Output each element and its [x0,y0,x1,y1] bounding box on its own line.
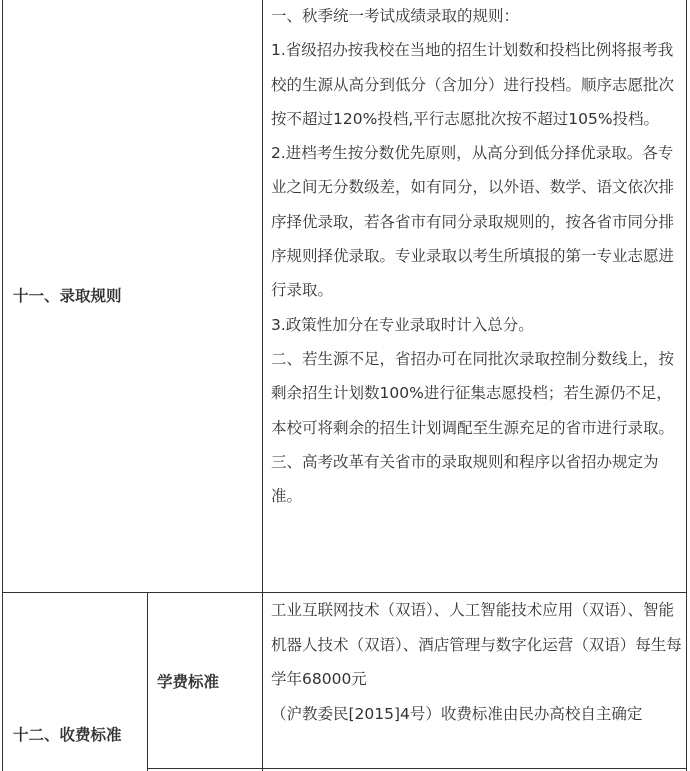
sub-label-tuition: 学费标准 [157,673,220,691]
admission-rules-content [271,0,685,513]
row-label-admission-rules: 十一、录取规则 [13,287,122,305]
column-divider [262,0,263,771]
paragraph: 2.进档考生按分数优先原则，从高分到低分择优录取。各专业之间无分数级差，如有同分，以外语、数学、语文依次排序择优录取，若各省市有同分录取规则的，按各省市同分排序规则择优录取。专业录取以考生所填报的第一专业志愿进行录取。 [271,144,675,300]
paragraph: 3.政策性加分在专业录取时计入总分。 [271,315,534,334]
paragraph: 1.省级招办按我校在当地的招生计划数和投档比例将报考我校的生源从高分到低分（含加分）进行投档。顺序志愿批次按不超过120%投档,平行志愿批次按不超过105%投档。 [271,41,675,128]
tuition-content [271,593,685,731]
paragraph: 二、若生源不足，省招办可在同批次录取控制分数线上，按剩余招生计划数100%进行征集志愿投档；若生源仍不足，本校可将剩余的招生计划调配至生源充足的省市进行录取。 [271,349,675,437]
paragraph: 三、高考改革有关省市的录取规则和程序以省招办规定为准。 [271,452,659,506]
sub-column-divider [147,592,148,771]
paragraph: 一、秋季统一考试成绩录取的规则： [271,7,520,25]
paragraph: （沪教委民[2015]4号）收费标准由民办高校自主确定 [271,704,643,723]
paragraph: 工业互联网技术（双语）、人工智能技术应用（双语）、智能机器人技术（双语）、酒店管理与数字化运营（双语）每生每学年68000元 [271,601,682,689]
row-label-fee-standard: 十二、收费标准 [13,726,122,744]
table-border-right [686,0,687,771]
sub-row-divider [147,768,687,769]
table-border-left [2,0,3,771]
